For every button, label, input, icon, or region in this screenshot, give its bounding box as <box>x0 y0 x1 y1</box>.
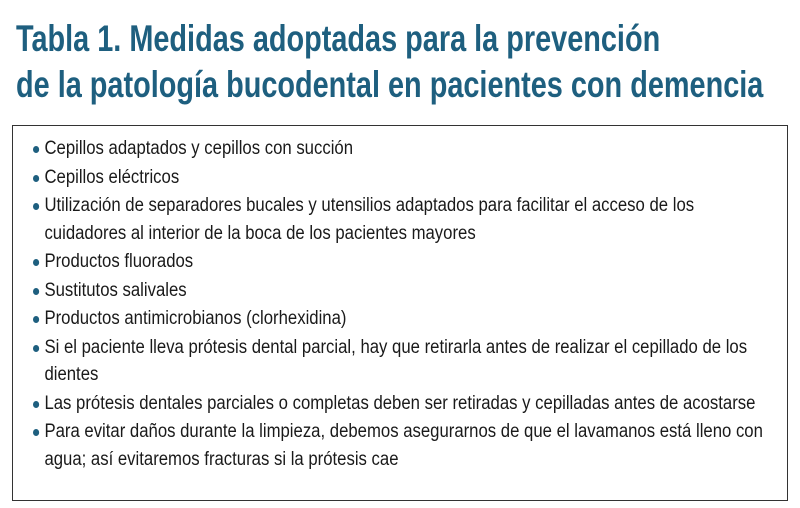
measures-list <box>13 126 787 473</box>
bullet-icon <box>33 288 39 295</box>
bullet-icon <box>33 146 39 153</box>
bullet-icon <box>33 259 39 266</box>
list-item <box>33 334 770 389</box>
list-item <box>33 305 770 333</box>
bullet-icon <box>33 175 39 182</box>
table-title-line-2: de la patología bucodental en pacientes con demencia <box>16 64 764 105</box>
list-item-text: Productos fluorados <box>44 251 194 272</box>
bullet-icon <box>33 401 39 408</box>
list-item <box>33 390 770 418</box>
list-item-text: Cepillos eléctricos <box>44 166 180 188</box>
list-item <box>33 135 770 163</box>
list-item-text: Para evitar daños durante la limpieza, debemos asegurarnos de que el lavamanos está lleno con agua; así evitaremos fracturas si la prótesis cae <box>44 421 763 470</box>
list-item <box>33 248 770 276</box>
list-item-text: Sustitutos salivales <box>44 279 187 301</box>
list-item-text: Las prótesis dentales parciales o completas deben ser retiradas y cepilladas antes de acostarse <box>44 392 756 414</box>
list-item-text: Si el paciente lleva prótesis dental parcial, hay que retirarla antes de realizar el cepillado de los dientes <box>44 336 748 385</box>
bullet-icon <box>33 203 39 210</box>
list-item <box>33 164 770 192</box>
list-item <box>33 277 770 305</box>
list-item-text: Cepillos adaptados y cepillos con succión <box>44 138 354 159</box>
bullet-icon <box>33 316 39 323</box>
measures-box <box>12 125 788 501</box>
bullet-icon <box>33 345 39 352</box>
table-title <box>16 16 764 108</box>
list-item-text: Utilización de separadores bucales y utensilios adaptados para facilitar el acceso de los cuidadores al interior de la boca de los pacientes mayores <box>44 195 695 244</box>
bullet-icon <box>33 429 39 436</box>
list-item <box>33 192 770 247</box>
list-item-text: Productos antimicrobianos (clorhexidina) <box>44 308 347 329</box>
table-title-line-1: Tabla 1. Medidas adoptadas para la prevención <box>16 18 661 59</box>
list-item <box>33 418 770 473</box>
